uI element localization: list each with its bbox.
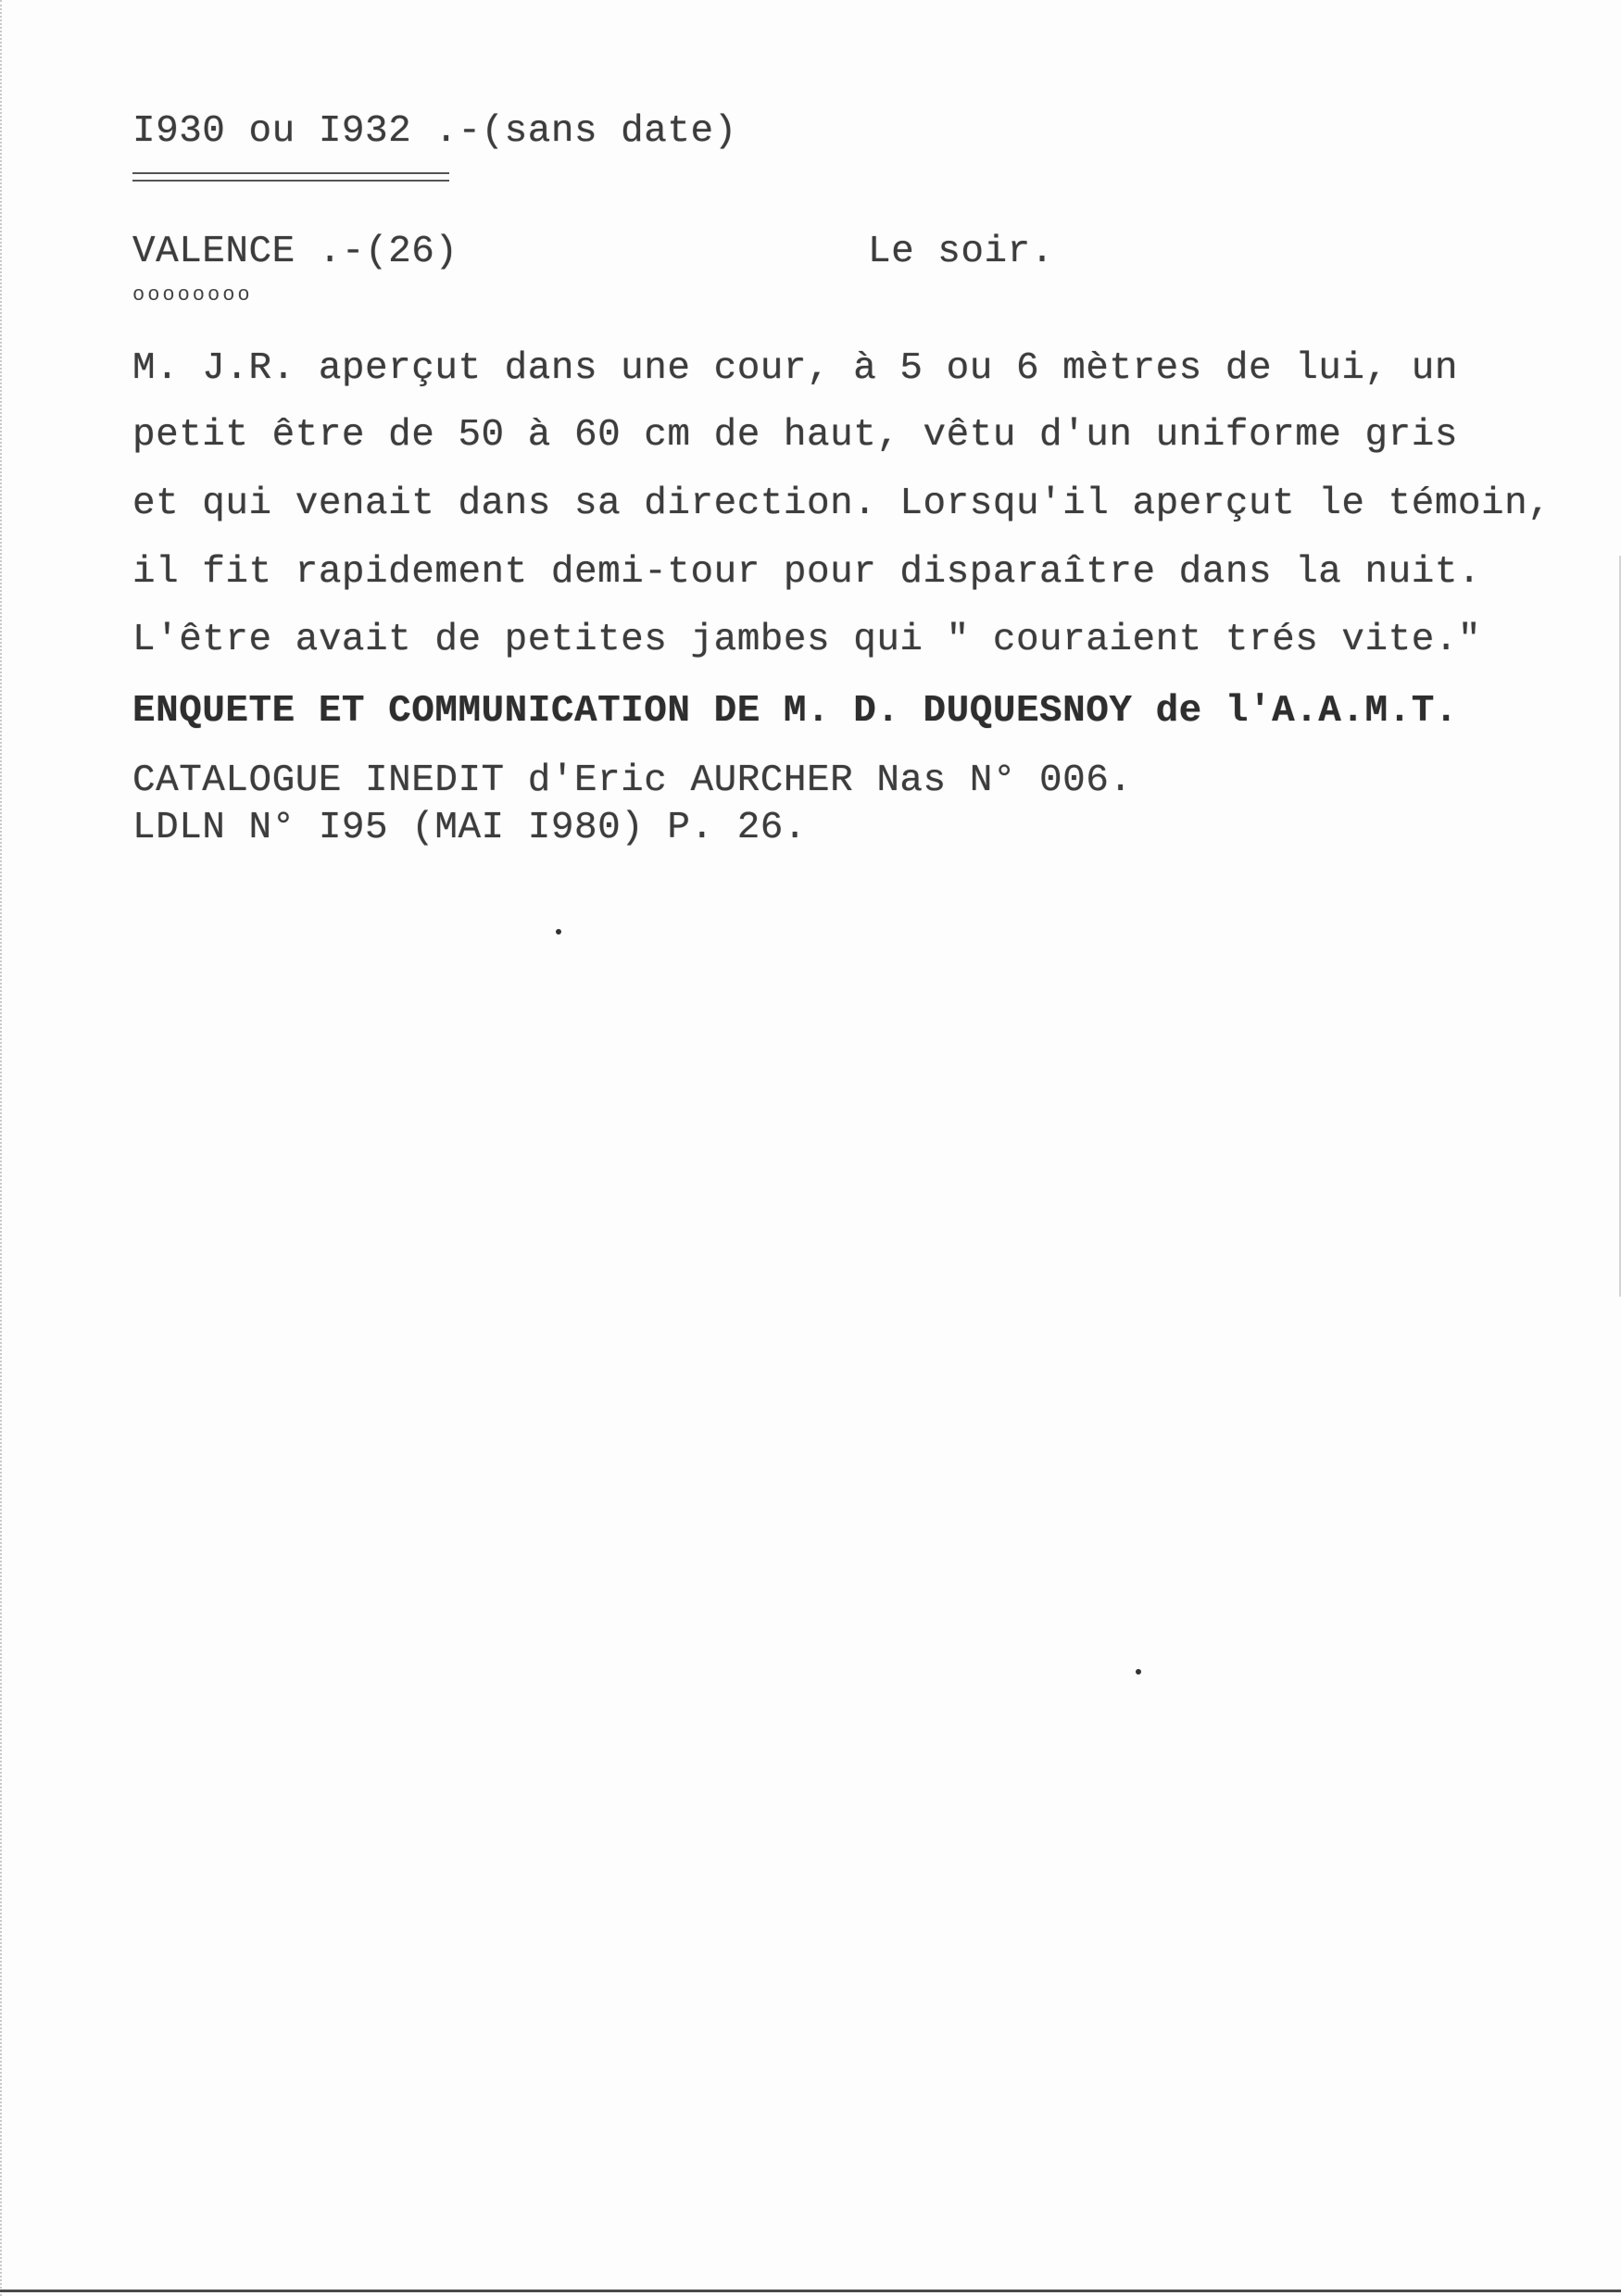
body-line-2: petit être de 50 à 60 cm de haut, vêtu d'un uniforme gris xyxy=(132,414,1458,457)
page-left-edge xyxy=(0,0,7,2296)
ink-speck xyxy=(1136,1669,1141,1675)
place-heading: VALENCE .-(26) xyxy=(132,231,459,273)
body-line-1: M. J.R. aperçut dans une cour, à 5 ou 6 mètres de lui, un xyxy=(132,347,1458,390)
page-right-edge xyxy=(1617,556,1621,1297)
source-ldln: LDLN N° I95 (MAI I980) P. 26. xyxy=(132,807,808,849)
place-heading-underline: oooooooo xyxy=(132,283,253,307)
ink-speck xyxy=(556,929,561,935)
source-enquete: ENQUETE ET COMMUNICATION DE M. D. DUQUESNOY de l'A.A.M.T. xyxy=(132,690,1458,733)
body-line-5: L'être avait de petites jambes qui " couraient trés vite." xyxy=(132,619,1482,661)
page-bottom-rule xyxy=(0,2290,1621,2292)
body-line-4: il fit rapidement demi-tour pour disparaître dans la nuit. xyxy=(132,551,1482,594)
time-of-day: Le soir. xyxy=(868,231,1054,273)
source-catalogue: CATALOGUE INEDIT d'Eric AURCHER Nas N° 006. xyxy=(132,759,1133,802)
body-line-3: et qui venait dans sa direction. Lorsqu'il aperçut le témoin, xyxy=(132,483,1552,525)
date-heading: I930 ou I932 .-(sans date) xyxy=(132,110,737,153)
date-heading-underline xyxy=(132,172,449,182)
